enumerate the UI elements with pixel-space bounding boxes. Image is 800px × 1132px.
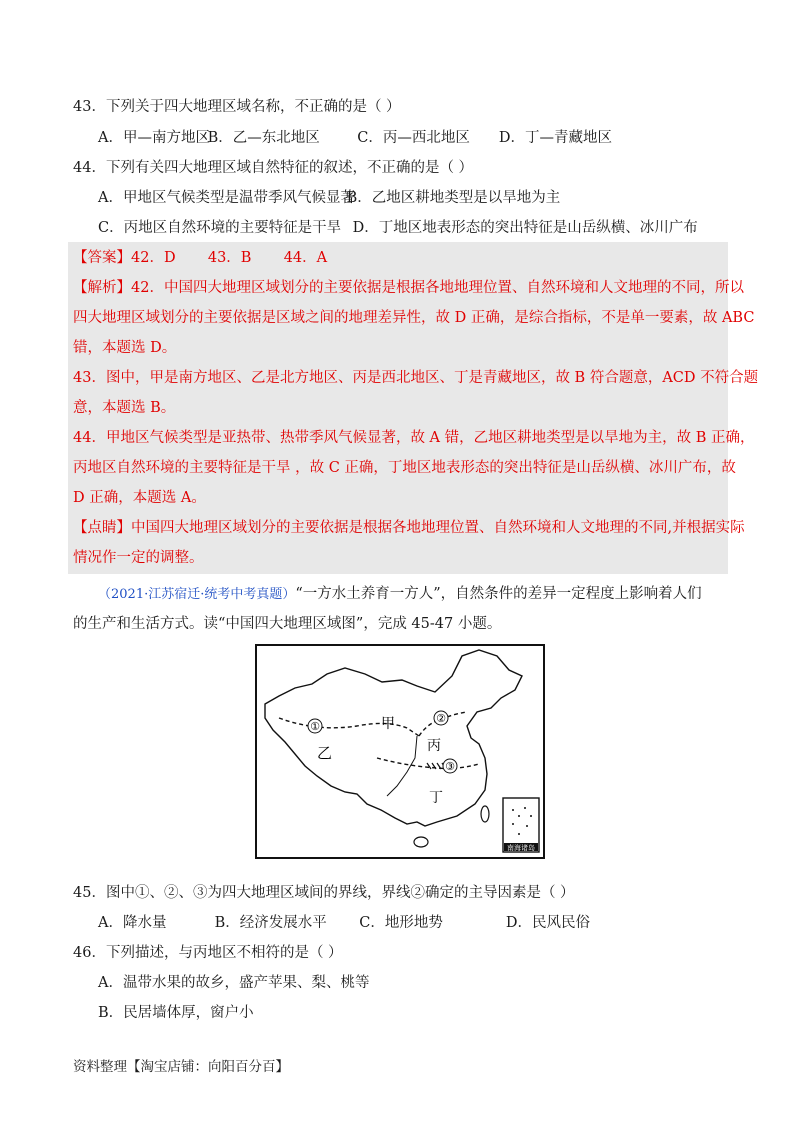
q45-option-d: D．民风民俗 <box>505 915 590 931</box>
analysis-42-text1: 42．中国四大地理区域划分的主要依据是根据各地地理位置、自然环境和人文地理的不同，所以 <box>131 280 744 296</box>
q46-stem: 46．下列描述，与丙地区不相符的是（ ） <box>73 945 343 961</box>
analysis-42-line3: 错，本题选 D。 <box>73 340 177 356</box>
comment-text1: 中国四大地理区域划分的主要依据是根据各地地理位置、自然环境和人文地理的不同,并根据实际 <box>131 520 745 536</box>
comment-line1 <box>73 518 745 538</box>
china-regions-map <box>255 644 545 859</box>
q45-option-c: C．地形地势 <box>359 915 443 931</box>
map-svg <box>257 646 543 857</box>
answer-label: 【答案】 <box>73 250 131 266</box>
analysis-44-line2: 丙地区自然环境的主要特征是干旱 ，故 C 正确，丁地区地表形态的突出特征是山岳纵横、冰川广布，故 <box>73 460 736 476</box>
inset-label: 南海诸岛 <box>507 844 535 852</box>
marker-2: ② <box>436 712 446 725</box>
q46-option-a: A．温带水果的故乡，盛产苹果、梨、桃等 <box>98 975 370 991</box>
q45-options <box>98 913 590 933</box>
q45-stem: 45．图中①、②、③为四大地理区域间的界线，界线②确定的主导因素是（ ） <box>73 885 575 901</box>
q44-option-d: D．丁地区地表形态的突出特征是山岳纵横、冰川广布 <box>352 220 698 236</box>
taiwan-island <box>481 806 489 822</box>
q44-options-cd <box>98 218 698 238</box>
intro-text1: “一方水土养育一方人”，自然条件的差异一定程度上影响着人们 <box>295 586 702 602</box>
answer-text: 42．D 43．B 44．A <box>131 250 328 266</box>
analysis-44-line3: D 正确，本题选 A。 <box>73 490 206 506</box>
q43-option-c: C．丙—西北地区 <box>357 130 470 146</box>
china-outline <box>265 650 522 826</box>
boundary-3 <box>377 758 479 769</box>
analysis-43-line2: 意，本题选 B。 <box>73 400 176 416</box>
intro-source: （2021·江苏宿迁·统考中考真题） <box>98 587 296 602</box>
q44-stem: 44．下列有关四大地理区域自然特征的叙述，不正确的是（ ） <box>73 160 474 176</box>
boundary-1 <box>279 718 419 736</box>
q44-option-a: A．甲地区气候类型是温带季风气候显著 <box>98 190 355 206</box>
analysis-43-line1: 43．图中，甲是南方地区、乙是北方地区、丙是西北地区、丁是青藏地区，故 B 符合题意，ACD 不符合题 <box>73 370 759 386</box>
analysis-42-line1 <box>73 278 744 298</box>
q44-option-b: B．乙地区耕地类型是以旱地为主 <box>346 190 561 206</box>
q44-option-c: C．丙地区自然环境的主要特征是干旱 <box>98 220 342 236</box>
q43-options <box>98 128 612 148</box>
q43-option-b: B．乙—东北地区 <box>207 130 320 146</box>
q46-option-b: B．民居墙体厚，窗户小 <box>98 1005 254 1021</box>
q43-option-a: A．甲—南方地区 <box>98 130 210 146</box>
intro-line2: 的生产和生活方式。读“中国四大地理区域图”，完成 45-47 小题。 <box>73 616 502 632</box>
analysis-44-line1: 44．甲地区气候类型是亚热带、热带季风气候显著，故 A 错，乙地区耕地类型是以旱地为主，故 B 正确， <box>73 430 755 446</box>
comment-line2: 情况作一定的调整。 <box>73 550 204 566</box>
analysis-42-line2: 四大地理区域划分的主要依据是区域之间的地理差异性，故 D 正确，是综合指标，不是单一要素，故 ABC <box>73 310 755 326</box>
q43-stem: 43．下列关于四大地理区域名称，不正确的是（ ） <box>73 99 401 115</box>
intro-line1 <box>98 584 702 605</box>
label-ding: 丁 <box>429 790 443 806</box>
answer-line <box>73 248 327 268</box>
q45-option-b: B．经济发展水平 <box>214 915 327 931</box>
page-footer: 资料整理【淘宝店铺：向阳百分百】 <box>73 1059 289 1075</box>
marker-1: ① <box>310 720 320 733</box>
label-jia: 甲 <box>381 716 395 732</box>
comment-label: 【点睛】 <box>73 520 131 536</box>
q44-options-ab <box>98 188 560 208</box>
label-yi: 乙 <box>317 744 333 762</box>
marker-3: ③ <box>445 760 455 773</box>
label-bing: 丙 <box>427 738 441 754</box>
hainan-island <box>414 837 428 847</box>
q45-option-a: A．降水量 <box>98 915 167 931</box>
q43-option-d: D．丁—青藏地区 <box>498 130 612 146</box>
analysis-label: 【解析】 <box>73 280 131 296</box>
